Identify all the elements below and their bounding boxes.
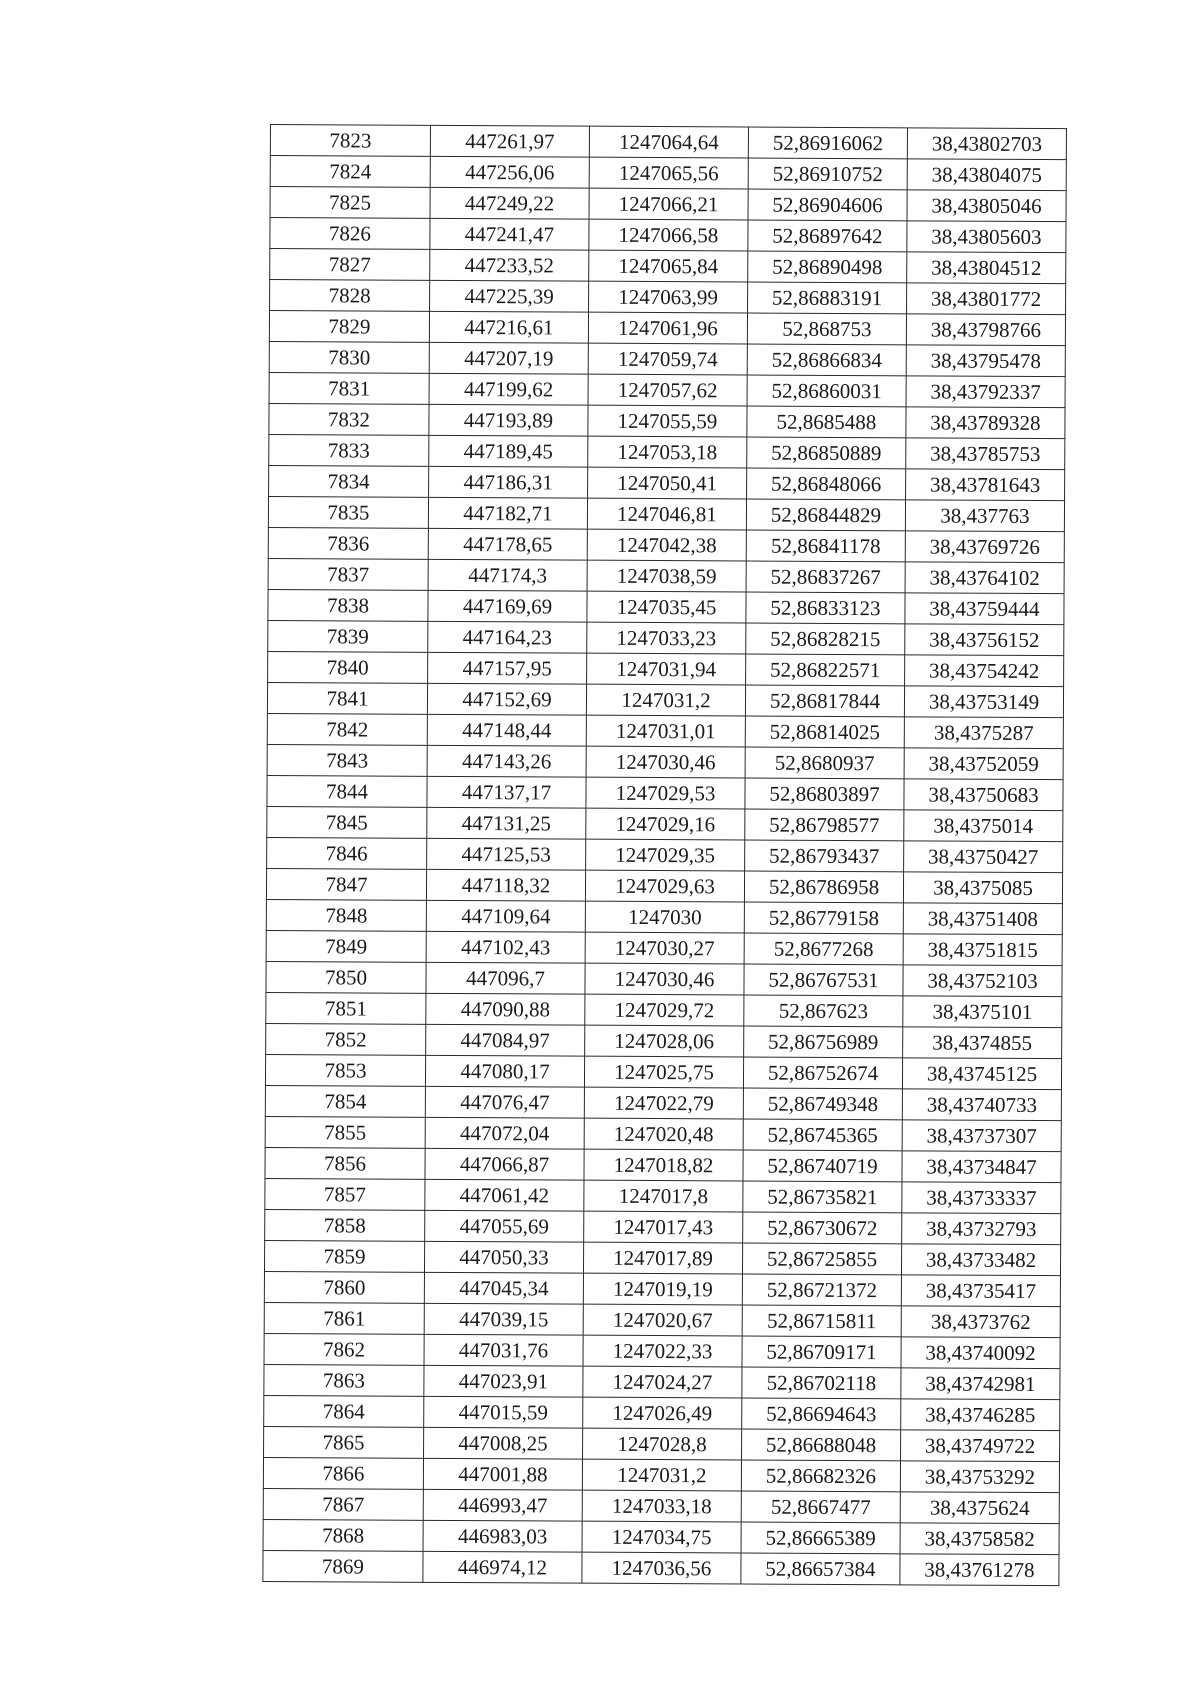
point-number-cell: 7847 — [266, 868, 426, 900]
table-row — [264, 1271, 1060, 1306]
longitude-cell: 38,43750683 — [904, 779, 1063, 811]
point-number-cell: 7840 — [268, 651, 428, 683]
latitude-cell: 52,8685488 — [747, 406, 906, 438]
latitude-cell: 52,86916062 — [748, 127, 907, 159]
latitude-cell: 52,86730672 — [743, 1212, 902, 1244]
x-coordinate-cell: 447001,88 — [423, 1458, 582, 1490]
x-coordinate-cell: 447137,17 — [427, 776, 586, 808]
longitude-cell: 38,43758582 — [900, 1523, 1059, 1555]
table-row — [264, 1240, 1060, 1275]
y-coordinate-cell: 1247022,33 — [583, 1335, 742, 1367]
point-number-cell: 7828 — [270, 280, 430, 312]
point-number-cell: 7830 — [269, 341, 429, 373]
point-number-cell: 7843 — [267, 744, 427, 776]
point-number-cell: 7865 — [264, 1426, 424, 1458]
table-row — [269, 372, 1065, 407]
point-number-cell: 7835 — [268, 496, 428, 528]
x-coordinate-cell: 446993,47 — [423, 1489, 582, 1521]
longitude-cell: 38,43751815 — [903, 934, 1062, 966]
table-row — [267, 713, 1063, 748]
table-row — [270, 218, 1066, 253]
latitude-cell: 52,86725855 — [742, 1243, 901, 1275]
y-coordinate-cell: 1247020,67 — [583, 1304, 742, 1336]
longitude-cell: 38,4375624 — [900, 1492, 1059, 1524]
y-coordinate-cell: 1247029,35 — [586, 839, 745, 871]
x-coordinate-cell: 447131,25 — [427, 807, 586, 839]
longitude-cell: 38,4375101 — [903, 996, 1062, 1028]
latitude-cell: 52,86779158 — [744, 902, 903, 934]
table-row — [263, 1519, 1059, 1554]
longitude-cell: 38,43734847 — [902, 1151, 1061, 1183]
point-number-cell: 7868 — [263, 1519, 423, 1551]
y-coordinate-cell: 1247031,2 — [582, 1459, 741, 1491]
point-number-cell: 7857 — [265, 1178, 425, 1210]
point-number-cell: 7849 — [266, 930, 426, 962]
x-coordinate-cell: 447066,87 — [425, 1148, 584, 1180]
y-coordinate-cell: 1247034,75 — [582, 1521, 741, 1553]
latitude-cell: 52,86735821 — [743, 1181, 902, 1213]
longitude-cell: 38,43754242 — [905, 655, 1064, 687]
point-number-cell: 7823 — [270, 125, 430, 157]
latitude-cell: 52,86890498 — [748, 251, 907, 283]
y-coordinate-cell: 1247066,21 — [589, 188, 748, 220]
longitude-cell: 38,43756152 — [905, 624, 1064, 656]
longitude-cell: 38,43789328 — [906, 407, 1065, 439]
point-number-cell: 7844 — [267, 775, 427, 807]
x-coordinate-cell: 447261,97 — [430, 125, 589, 157]
x-coordinate-cell: 447169,69 — [428, 590, 587, 622]
y-coordinate-cell: 1247066,58 — [589, 219, 748, 251]
longitude-cell: 38,43750427 — [904, 841, 1063, 873]
table-row — [267, 682, 1063, 717]
longitude-cell: 38,43742981 — [901, 1368, 1060, 1400]
point-number-cell: 7859 — [264, 1240, 424, 1272]
table-row — [268, 589, 1064, 624]
point-number-cell: 7850 — [266, 961, 426, 993]
table-row — [268, 620, 1064, 655]
latitude-cell: 52,86756989 — [744, 1026, 903, 1058]
point-number-cell: 7869 — [263, 1550, 423, 1582]
x-coordinate-cell: 447080,17 — [425, 1055, 584, 1087]
point-number-cell: 7860 — [264, 1271, 424, 1303]
coordinate-table-body — [263, 125, 1067, 1586]
table-row — [268, 558, 1064, 593]
latitude-cell: 52,86721372 — [742, 1274, 901, 1306]
x-coordinate-cell: 447157,95 — [428, 652, 587, 684]
longitude-cell: 38,43759444 — [905, 593, 1064, 625]
latitude-cell: 52,868753 — [747, 313, 906, 345]
x-coordinate-cell: 447015,59 — [424, 1396, 583, 1428]
latitude-cell: 52,86752674 — [743, 1057, 902, 1089]
point-number-cell: 7848 — [266, 899, 426, 931]
table-row — [264, 1395, 1060, 1430]
y-coordinate-cell: 1247017,89 — [583, 1242, 742, 1274]
table-row — [265, 1147, 1061, 1182]
latitude-cell: 52,86688048 — [742, 1429, 901, 1461]
latitude-cell: 52,86749348 — [743, 1088, 902, 1120]
table-row — [269, 311, 1065, 346]
table-row — [265, 1116, 1061, 1151]
longitude-cell: 38,43732793 — [902, 1213, 1061, 1245]
y-coordinate-cell: 1247017,8 — [584, 1180, 743, 1212]
latitude-cell: 52,867623 — [744, 995, 903, 1027]
y-coordinate-cell: 1247031,01 — [586, 715, 745, 747]
point-number-cell: 7827 — [270, 249, 430, 281]
longitude-cell: 38,43749722 — [901, 1430, 1060, 1462]
x-coordinate-cell: 447109,64 — [426, 900, 585, 932]
latitude-cell: 52,86841178 — [746, 530, 905, 562]
y-coordinate-cell: 1247053,18 — [588, 436, 747, 468]
x-coordinate-cell: 447189,45 — [429, 435, 588, 467]
point-number-cell: 7838 — [268, 589, 428, 621]
y-coordinate-cell: 1247057,62 — [588, 374, 747, 406]
table-row — [265, 1209, 1061, 1244]
y-coordinate-cell: 1247038,59 — [587, 560, 746, 592]
longitude-cell: 38,43801772 — [907, 283, 1066, 315]
longitude-cell: 38,4375014 — [904, 810, 1063, 842]
table-row — [269, 341, 1065, 376]
table-row — [267, 837, 1063, 872]
y-coordinate-cell: 1247030,46 — [586, 746, 745, 778]
point-number-cell: 7858 — [265, 1209, 425, 1241]
point-number-cell: 7863 — [264, 1364, 424, 1396]
table-row — [263, 1488, 1059, 1523]
y-coordinate-cell: 1247042,38 — [587, 529, 746, 561]
x-coordinate-cell: 447174,3 — [428, 559, 587, 591]
longitude-cell: 38,43769726 — [905, 531, 1064, 563]
table-row — [263, 1550, 1059, 1585]
longitude-cell: 38,43745125 — [902, 1058, 1061, 1090]
y-coordinate-cell: 1247036,56 — [582, 1552, 741, 1584]
point-number-cell: 7854 — [265, 1085, 425, 1117]
longitude-cell: 38,43805603 — [907, 221, 1066, 253]
longitude-cell: 38,43804075 — [907, 159, 1066, 191]
latitude-cell: 52,86798577 — [745, 809, 904, 841]
longitude-cell: 38,43751408 — [903, 903, 1062, 935]
table-row — [264, 1364, 1060, 1399]
point-number-cell: 7856 — [265, 1147, 425, 1179]
x-coordinate-cell: 447164,23 — [428, 621, 587, 653]
longitude-cell: 38,43733482 — [901, 1244, 1060, 1276]
x-coordinate-cell: 447199,62 — [429, 373, 588, 405]
y-coordinate-cell: 1247055,59 — [588, 405, 747, 437]
table-row — [268, 651, 1064, 686]
y-coordinate-cell: 1247030,46 — [585, 963, 744, 995]
table-row — [264, 1302, 1060, 1337]
latitude-cell: 52,86837267 — [746, 561, 905, 593]
table-row — [266, 930, 1062, 965]
latitude-cell: 52,8677268 — [744, 933, 903, 965]
x-coordinate-cell: 447233,52 — [430, 249, 589, 281]
longitude-cell: 38,43753292 — [900, 1461, 1059, 1493]
table-row — [269, 403, 1065, 438]
longitude-cell: 38,43761278 — [900, 1554, 1059, 1586]
table-row — [264, 1426, 1060, 1461]
longitude-cell: 38,4375085 — [903, 872, 1062, 904]
table-row — [266, 899, 1062, 934]
y-coordinate-cell: 1247029,63 — [585, 870, 744, 902]
point-number-cell: 7834 — [269, 465, 429, 497]
y-coordinate-cell: 1247031,94 — [587, 653, 746, 685]
x-coordinate-cell: 447118,32 — [426, 869, 585, 901]
latitude-cell: 52,8680937 — [745, 747, 904, 779]
latitude-cell: 52,86828215 — [746, 623, 905, 655]
longitude-cell: 38,43740092 — [901, 1337, 1060, 1369]
point-number-cell: 7862 — [264, 1333, 424, 1365]
point-number-cell: 7864 — [264, 1395, 424, 1427]
point-number-cell: 7831 — [269, 372, 429, 404]
coordinate-table-wrapper — [262, 124, 1067, 1586]
y-coordinate-cell: 1247065,56 — [589, 157, 748, 189]
point-number-cell: 7867 — [263, 1488, 423, 1520]
longitude-cell: 38,43802703 — [907, 128, 1066, 160]
x-coordinate-cell: 447207,19 — [429, 342, 588, 374]
latitude-cell: 52,86848066 — [747, 468, 906, 500]
coordinate-table — [262, 124, 1067, 1586]
point-number-cell: 7836 — [268, 527, 428, 559]
latitude-cell: 52,86814025 — [745, 716, 904, 748]
y-coordinate-cell: 1247031,2 — [586, 684, 745, 716]
table-row — [269, 465, 1065, 500]
x-coordinate-cell: 447256,06 — [430, 156, 589, 188]
point-number-cell: 7824 — [270, 156, 430, 188]
x-coordinate-cell: 447241,47 — [430, 218, 589, 250]
x-coordinate-cell: 447143,26 — [427, 745, 586, 777]
latitude-cell: 52,86715811 — [742, 1305, 901, 1337]
longitude-cell: 38,4375287 — [904, 717, 1063, 749]
y-coordinate-cell: 1247065,84 — [589, 250, 748, 282]
y-coordinate-cell: 1247035,45 — [587, 591, 746, 623]
x-coordinate-cell: 447076,47 — [425, 1086, 584, 1118]
longitude-cell: 38,437763 — [905, 500, 1064, 532]
point-number-cell: 7853 — [265, 1054, 425, 1086]
longitude-cell: 38,4374855 — [903, 1027, 1062, 1059]
point-number-cell: 7852 — [266, 1023, 426, 1055]
latitude-cell: 52,86682326 — [741, 1460, 900, 1492]
latitude-cell: 52,86883191 — [748, 282, 907, 314]
latitude-cell: 52,86803897 — [745, 778, 904, 810]
point-number-cell: 7855 — [265, 1116, 425, 1148]
longitude-cell: 38,43795478 — [906, 345, 1065, 377]
latitude-cell: 52,86860031 — [747, 375, 906, 407]
table-row — [270, 156, 1066, 191]
y-coordinate-cell: 1247022,79 — [584, 1087, 743, 1119]
table-row — [270, 249, 1066, 284]
x-coordinate-cell: 447023,91 — [424, 1365, 583, 1397]
latitude-cell: 52,86844829 — [746, 499, 905, 531]
y-coordinate-cell: 1247020,48 — [584, 1118, 743, 1150]
table-row — [270, 280, 1066, 315]
y-coordinate-cell: 1247061,96 — [588, 312, 747, 344]
longitude-cell: 38,43735417 — [901, 1275, 1060, 1307]
point-number-cell: 7866 — [263, 1457, 423, 1489]
longitude-cell: 38,43737307 — [902, 1120, 1061, 1152]
x-coordinate-cell: 447125,53 — [427, 838, 586, 870]
x-coordinate-cell: 446974,12 — [423, 1551, 582, 1583]
y-coordinate-cell: 1247018,82 — [584, 1149, 743, 1181]
table-row — [266, 1023, 1062, 1058]
point-number-cell: 7861 — [264, 1302, 424, 1334]
x-coordinate-cell: 447090,88 — [426, 993, 585, 1025]
table-row — [264, 1333, 1060, 1368]
y-coordinate-cell: 1247019,19 — [583, 1273, 742, 1305]
longitude-cell: 38,43804512 — [907, 252, 1066, 284]
latitude-cell: 52,86786958 — [744, 871, 903, 903]
latitude-cell: 52,86817844 — [745, 685, 904, 717]
point-number-cell: 7845 — [267, 806, 427, 838]
longitude-cell: 38,43740733 — [902, 1089, 1061, 1121]
latitude-cell: 52,86910752 — [748, 158, 907, 190]
latitude-cell: 52,86709171 — [742, 1336, 901, 1368]
x-coordinate-cell: 447249,22 — [430, 187, 589, 219]
latitude-cell: 52,86897642 — [748, 220, 907, 252]
x-coordinate-cell: 447186,31 — [429, 466, 588, 498]
table-row — [265, 1178, 1061, 1213]
x-coordinate-cell: 446983,03 — [423, 1520, 582, 1552]
table-row — [270, 125, 1066, 160]
longitude-cell: 38,43781643 — [906, 469, 1065, 501]
x-coordinate-cell: 447072,04 — [425, 1117, 584, 1149]
x-coordinate-cell: 447182,71 — [428, 497, 587, 529]
table-row — [263, 1457, 1059, 1492]
table-row — [267, 744, 1063, 779]
longitude-cell: 38,43733337 — [902, 1182, 1061, 1214]
longitude-cell: 38,43753149 — [904, 686, 1063, 718]
x-coordinate-cell: 447193,89 — [429, 404, 588, 436]
table-row — [267, 806, 1063, 841]
point-number-cell: 7839 — [268, 620, 428, 652]
latitude-cell: 52,86702118 — [742, 1367, 901, 1399]
longitude-cell: 38,43785753 — [906, 438, 1065, 470]
y-coordinate-cell: 1247029,53 — [586, 777, 745, 809]
y-coordinate-cell: 1247030,27 — [585, 932, 744, 964]
latitude-cell: 52,86833123 — [746, 592, 905, 624]
latitude-cell: 52,86866834 — [747, 344, 906, 376]
table-row — [266, 992, 1062, 1027]
latitude-cell: 52,86694643 — [742, 1398, 901, 1430]
x-coordinate-cell: 447096,7 — [426, 962, 585, 994]
table-row — [268, 527, 1064, 562]
longitude-cell: 38,43752103 — [903, 965, 1062, 997]
x-coordinate-cell: 447050,33 — [424, 1241, 583, 1273]
x-coordinate-cell: 447102,43 — [426, 931, 585, 963]
table-row — [266, 868, 1062, 903]
y-coordinate-cell: 1247029,72 — [585, 994, 744, 1026]
table-row — [265, 1085, 1061, 1120]
x-coordinate-cell: 447178,65 — [428, 528, 587, 560]
latitude-cell: 52,86740719 — [743, 1150, 902, 1182]
y-coordinate-cell: 1247028,8 — [583, 1428, 742, 1460]
latitude-cell: 52,86793437 — [745, 840, 904, 872]
x-coordinate-cell: 447045,34 — [424, 1272, 583, 1304]
table-row — [270, 187, 1066, 222]
x-coordinate-cell: 447055,69 — [425, 1210, 584, 1242]
y-coordinate-cell: 1247033,18 — [582, 1490, 741, 1522]
point-number-cell: 7833 — [269, 434, 429, 466]
point-number-cell: 7826 — [270, 218, 430, 250]
point-number-cell: 7842 — [267, 713, 427, 745]
longitude-cell: 38,43746285 — [901, 1399, 1060, 1431]
table-row — [267, 775, 1063, 810]
longitude-cell: 38,4373762 — [901, 1306, 1060, 1338]
x-coordinate-cell: 447216,61 — [429, 311, 588, 343]
y-coordinate-cell: 1247030 — [585, 901, 744, 933]
point-number-cell: 7846 — [267, 837, 427, 869]
y-coordinate-cell: 1247059,74 — [588, 343, 747, 375]
longitude-cell: 38,43798766 — [906, 314, 1065, 346]
y-coordinate-cell: 1247028,06 — [585, 1025, 744, 1057]
y-coordinate-cell: 1247033,23 — [587, 622, 746, 654]
latitude-cell: 52,86657384 — [741, 1553, 900, 1585]
y-coordinate-cell: 1247026,49 — [583, 1397, 742, 1429]
y-coordinate-cell: 1247063,99 — [589, 281, 748, 313]
point-number-cell: 7837 — [268, 558, 428, 590]
latitude-cell: 52,86850889 — [747, 437, 906, 469]
point-number-cell: 7832 — [269, 403, 429, 435]
x-coordinate-cell: 447148,44 — [427, 714, 586, 746]
table-row — [268, 496, 1064, 531]
x-coordinate-cell: 447008,25 — [424, 1427, 583, 1459]
y-coordinate-cell: 1247046,81 — [587, 498, 746, 530]
point-number-cell: 7829 — [269, 311, 429, 343]
x-coordinate-cell: 447039,15 — [424, 1303, 583, 1335]
point-number-cell: 7825 — [270, 187, 430, 219]
longitude-cell: 38,43764102 — [905, 562, 1064, 594]
latitude-cell: 52,86767531 — [744, 964, 903, 996]
longitude-cell: 38,43752059 — [904, 748, 1063, 780]
point-number-cell: 7851 — [266, 992, 426, 1024]
y-coordinate-cell: 1247025,75 — [584, 1056, 743, 1088]
table-row — [265, 1054, 1061, 1089]
x-coordinate-cell: 447084,97 — [426, 1024, 585, 1056]
y-coordinate-cell: 1247024,27 — [583, 1366, 742, 1398]
latitude-cell: 52,86745365 — [743, 1119, 902, 1151]
latitude-cell: 52,8667477 — [741, 1491, 900, 1523]
y-coordinate-cell: 1247064,64 — [589, 126, 748, 158]
latitude-cell: 52,86904606 — [748, 189, 907, 221]
x-coordinate-cell: 447152,69 — [427, 683, 586, 715]
latitude-cell: 52,86665389 — [741, 1522, 900, 1554]
x-coordinate-cell: 447225,39 — [430, 280, 589, 312]
longitude-cell: 38,43792337 — [906, 376, 1065, 408]
x-coordinate-cell: 447031,76 — [424, 1334, 583, 1366]
table-row — [269, 434, 1065, 469]
x-coordinate-cell: 447061,42 — [425, 1179, 584, 1211]
y-coordinate-cell: 1247029,16 — [586, 808, 745, 840]
table-row — [266, 961, 1062, 996]
latitude-cell: 52,86822571 — [746, 654, 905, 686]
point-number-cell: 7841 — [267, 682, 427, 714]
y-coordinate-cell: 1247017,43 — [584, 1211, 743, 1243]
longitude-cell: 38,43805046 — [907, 190, 1066, 222]
y-coordinate-cell: 1247050,41 — [588, 467, 747, 499]
